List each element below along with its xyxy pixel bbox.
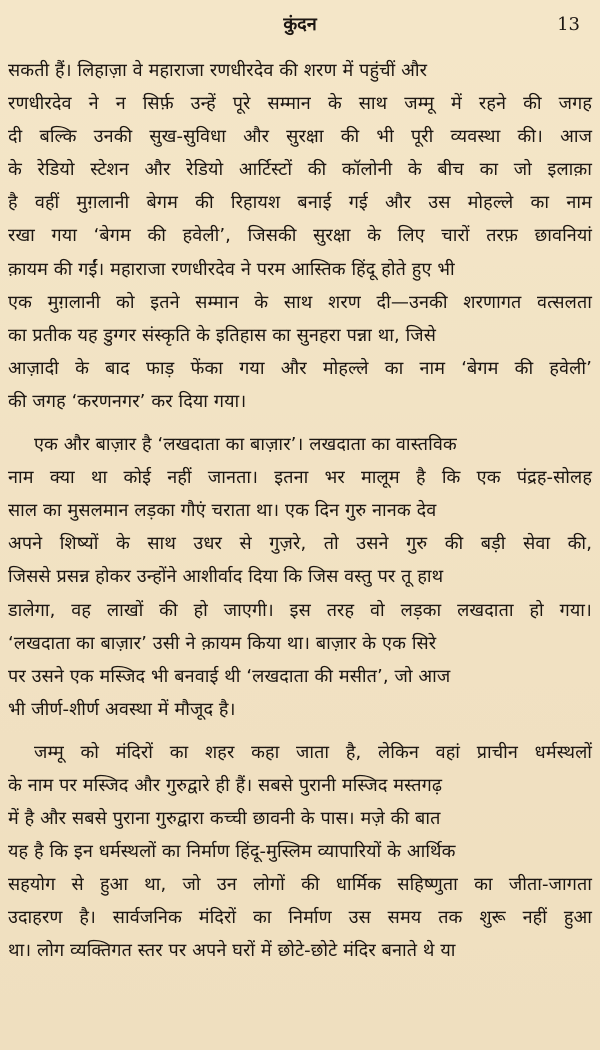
text-line: जिससे प्रसन्न होकर उन्होंने आशीर्वाद दिया कि जिस वस्तु पर तू हाथ (8, 566, 444, 588)
text-line: एक मुग़लानी को इतने सम्मान के साथ शरण दी—उनकी शरणागत वत्सलता (8, 291, 593, 313)
text-line: रखा गया ‘बेगम की हवेली’, जिसकी सुरक्षा के लिए चारों तरफ़ छावनियां (8, 225, 593, 247)
text-line: सहयोग से हुआ था, जो उन लोगों की धार्मिक सहिष्णुता का जीता-जागता (8, 874, 592, 896)
paragraph (8, 736, 594, 968)
text-line: साल का मुसलमान लड़का गौएं चराता था। एक दिन गुरु नानक देव (8, 500, 437, 522)
body-text (8, 54, 594, 968)
paragraph (8, 428, 594, 726)
text-line: के नाम पर मस्जिद और गुरुद्वारे ही हैं। सबसे पुरानी मस्जिद मस्तगढ़ (8, 774, 443, 796)
text-line: एक और बाज़ार है ‘लखदाता का बाज़ार’। लखदाता का वास्तविक (34, 434, 457, 456)
paragraph-gap (8, 418, 594, 428)
text-line: यह है कि इन धर्मस्थलों का निर्माण हिंदू-मुस्लिम व्यापारियों के आर्थिक (8, 841, 456, 863)
text-line: डालेगा, वह लाखों की हो जाएगी। इस तरह वो लड़का लखदाता हो गया। (8, 599, 592, 621)
text-line: में है और सबसे पुराना गुरुद्वारा कच्ची छावनी के पास। मज़े की बात (8, 808, 441, 830)
page-number: 13 (557, 14, 580, 35)
text-line: नाम क्या था कोई नहीं जानता। इतना भर मालूम है कि एक पंद्रह-सोलह (8, 467, 592, 489)
text-line: पर उसने एक मस्जिद भी बनवाई थी ‘लखदाता की मसीत’, जो आज (8, 665, 451, 687)
text-line: के रेडियो स्टेशन और रेडियो आर्टिस्टों की कॉलोनी के बीच का जो इलाक़ा (8, 159, 593, 181)
paragraph (8, 54, 594, 418)
book-title: कुंदन (283, 14, 317, 35)
text-line: है वहीं मुग़लानी बेगम की रिहायश बनाई गई और उस मोहल्ले का नाम (8, 192, 592, 214)
paragraph-gap (8, 726, 594, 736)
text-line: उदाहरण है। सार्वजनिक मंदिरों का निर्माण उस समय तक शुरू नहीं हुआ (8, 907, 592, 929)
text-line: रणधीरदेव ने न सिर्फ़ उन्हें पूरे सम्मान के साथ जम्मू में रहने की जगह (8, 93, 593, 115)
text-line: की जगह ‘करणनगर’ कर दिया गया। (8, 390, 247, 412)
text-line: भी जीर्ण-शीर्ण अवस्था में मौजूद है। (8, 698, 236, 720)
text-line: था। लोग व्यक्तिगत स्तर पर अपने घरों में छोटे-छोटे मंदिर बनाते थे या (8, 940, 456, 962)
text-line: जम्मू को मंदिरों का शहर कहा जाता है, लेकिन वहां प्राचीन धर्मस्थलों (34, 741, 593, 763)
text-line: का प्रतीक यह डुग्गर संस्कृति के इतिहास का सुनहरा पन्ना था, जिसे (8, 324, 437, 346)
text-line: ‘लखदाता का बाज़ार’ उसी ने क़ायम किया था। बाज़ार के एक सिरे (8, 632, 437, 654)
text-line: दी बल्कि उनकी सुख-सुविधा और सुरक्षा की भी पूरी व्यवस्था की। आज (8, 126, 593, 148)
running-head (0, 10, 600, 44)
text-line: आज़ादी के बाद फाड़ फेंका गया और मोहल्ले का नाम ‘बेगम की हवेली’ (8, 357, 592, 379)
text-line: क़ायम की गईं। महाराजा रणधीरदेव ने परम आस्तिक हिंदू होते हुए भी (8, 258, 455, 280)
text-line: सकती हैं। लिहाज़ा वे महाराजा रणधीरदेव की शरण में पहुंचीं और (8, 60, 428, 81)
text-line: अपने शिष्यों के साथ उधर से गुज़रे, तो उसने गुरु की बड़ी सेवा की, (8, 533, 593, 555)
